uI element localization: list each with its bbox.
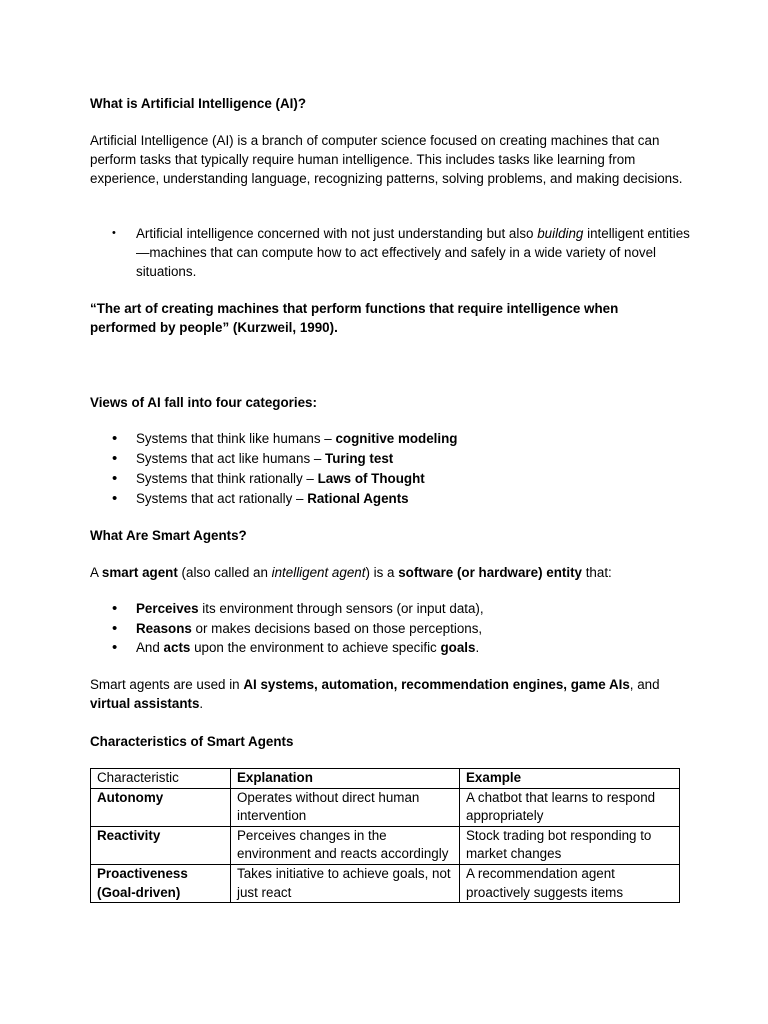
table-header-cell: Characteristic bbox=[91, 769, 231, 789]
bullet-icon: • bbox=[112, 227, 116, 239]
list-item: • Artificial intelligence concerned with not just understanding but also building intelligent entities—machines that can compute how to act effectively and safely in a wide variety of novel situations. bbox=[112, 226, 690, 280]
kurzweil-quote: “The art of creating machines that perform functions that require intelligence when performed by people” (Kurzweil, 1990). bbox=[90, 301, 619, 336]
smart-agent-definition: A smart agent (also called an intelligent agent) is a software (or hardware) entity that: bbox=[90, 565, 612, 580]
views-heading: Views of AI fall into four categories: bbox=[90, 395, 317, 410]
ai-definition-list bbox=[90, 224, 690, 282]
bullet-icon: • bbox=[112, 490, 118, 507]
table-cell: Proactiveness (Goal-driven) bbox=[91, 864, 231, 902]
bullet-icon: • bbox=[112, 470, 118, 487]
table-cell: A recommendation agent proactively suggests items bbox=[460, 864, 680, 902]
list-item: • And acts upon the environment to achieve specific goals. bbox=[112, 639, 480, 657]
bullet-icon: • bbox=[112, 600, 118, 617]
characteristics-table bbox=[90, 768, 680, 903]
table-cell: Autonomy bbox=[91, 788, 231, 826]
smart-agents-heading: What Are Smart Agents? bbox=[90, 528, 247, 543]
table-row bbox=[91, 788, 680, 826]
heading-what-is-ai: What is Artificial Intelligence (AI)? bbox=[90, 96, 307, 111]
smart-agent-uses: Smart agents are used in AI systems, automation, recommendation engines, game AIs, and virtual assistants. bbox=[90, 677, 660, 712]
table-header-cell: Explanation bbox=[231, 769, 460, 789]
table-row bbox=[91, 864, 680, 902]
table-header-cell: Example bbox=[460, 769, 680, 789]
views-list bbox=[90, 429, 690, 509]
table-cell: Operates without direct human intervention bbox=[231, 788, 460, 826]
intro-paragraph: Artificial Intelligence (AI) is a branch of computer science focused on creating machines that can perform tasks that typically require human intelligence. This includes tasks like learning from experience, understanding language, recognizing patterns, solving problems, and making decisions. bbox=[90, 133, 683, 187]
table-cell: A chatbot that learns to respond appropriately bbox=[460, 788, 680, 826]
bullet-icon: • bbox=[112, 619, 118, 637]
bullet-icon: • bbox=[112, 430, 118, 447]
characteristics-heading: Characteristics of Smart Agents bbox=[90, 734, 294, 749]
list-item: • Systems that think like humans – cognitive modeling bbox=[112, 430, 458, 447]
table-cell: Takes initiative to achieve goals, not just react bbox=[231, 864, 460, 902]
list-item: • Systems that act like humans – Turing test bbox=[112, 450, 394, 467]
table-cell: Reactivity bbox=[91, 826, 231, 864]
table-header-row bbox=[91, 769, 680, 789]
smart-agent-capabilities-list bbox=[90, 599, 690, 658]
list-item: • Systems that think rationally – Laws of Thought bbox=[112, 470, 425, 487]
table-row bbox=[91, 826, 680, 864]
bullet-icon: • bbox=[112, 639, 118, 657]
table-cell: Perceives changes in the environment and reacts accordingly bbox=[231, 826, 460, 864]
list-item: • Perceives its environment through sensors (or input data), bbox=[112, 600, 484, 617]
bullet-icon: • bbox=[112, 450, 118, 467]
table-cell: Stock trading bot responding to market changes bbox=[460, 826, 680, 864]
list-item: • Systems that act rationally – Rational Agents bbox=[112, 490, 409, 507]
list-item: • Reasons or makes decisions based on those perceptions, bbox=[112, 619, 483, 637]
